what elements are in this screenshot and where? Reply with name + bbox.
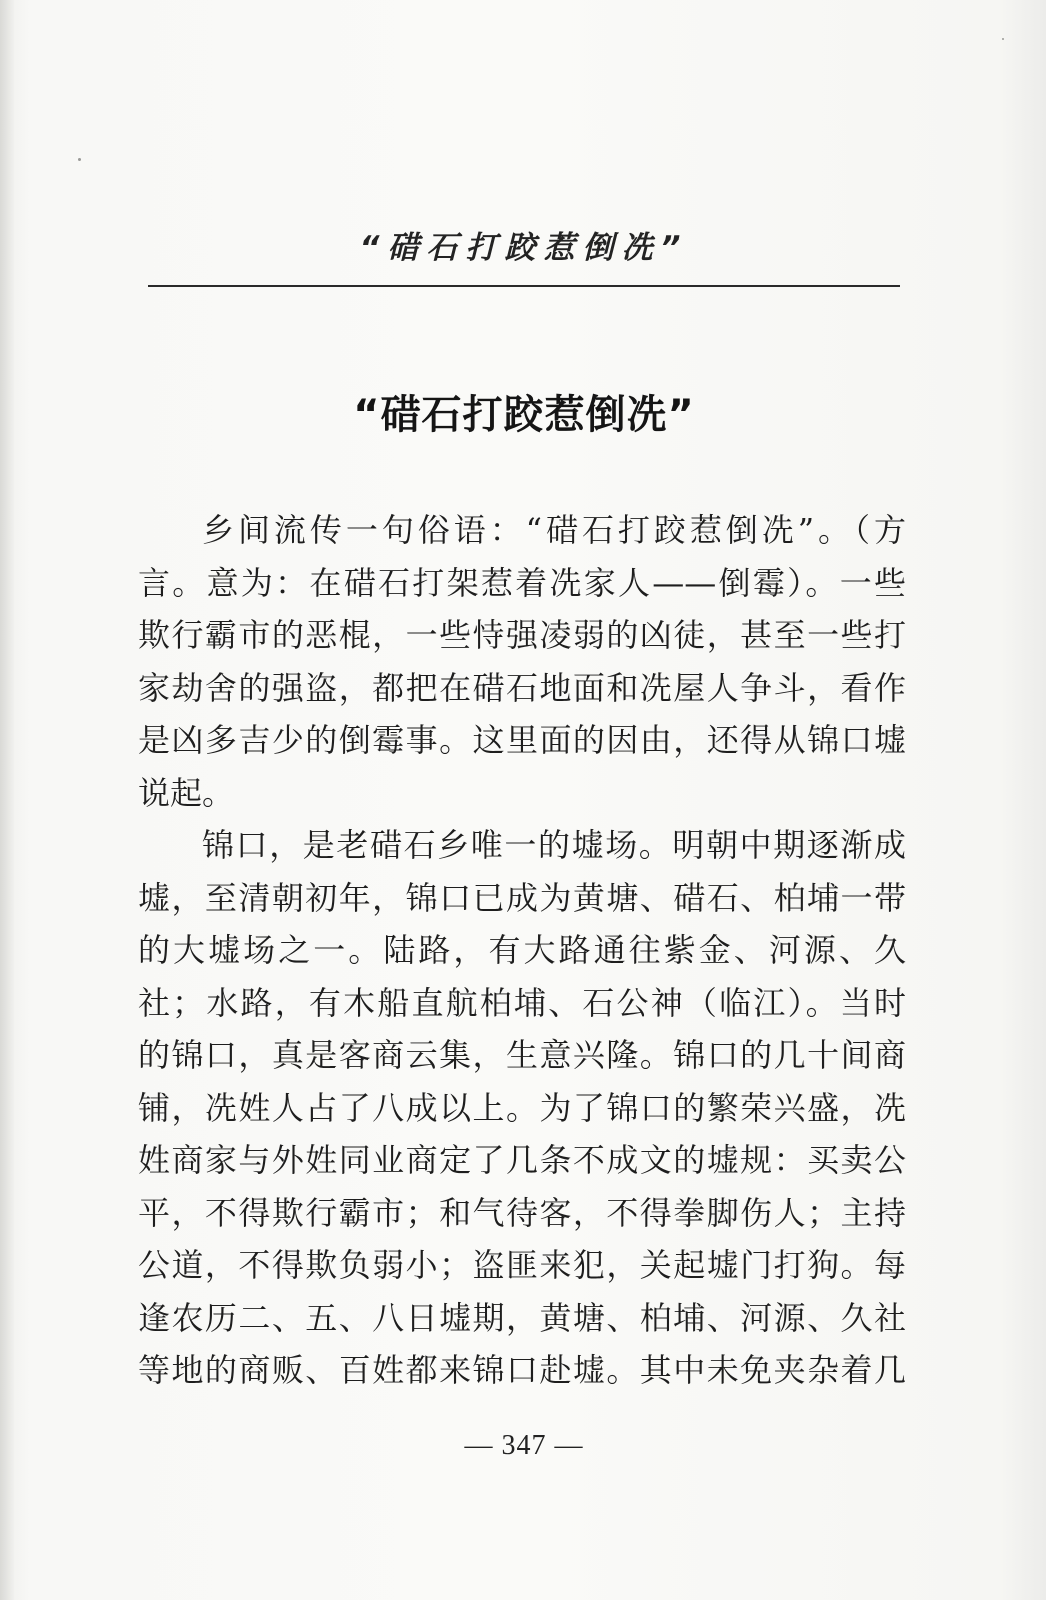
paragraph-2-line-5: 的锦口，真是客商云集，生意兴隆。锦口的几十间商 — [138, 1036, 906, 1074]
paragraph-1-line-4: 家劫舍的强盗，都把在碏石地面和冼屋人争斗，看作 — [138, 668, 906, 707]
running-header: “碏石打跤惹倒冼” — [359, 230, 689, 266]
paragraph-1-line-3: 欺行霸市的恶棍，一些恃强凌弱的凶徒，甚至一些打 — [138, 616, 906, 654]
paper-speck — [78, 158, 81, 161]
paragraph-2-line-3: 的大墟场之一。陆路，有大路通往紫金、河源、久 — [138, 931, 906, 969]
paragraph-1-line-5: 是凶多吉少的倒霉事。这里面的因由，还得从锦口墟 — [138, 721, 906, 759]
paper-speck — [1002, 38, 1004, 40]
header-rule — [148, 285, 900, 287]
page-binding-edge — [0, 0, 14, 1600]
paragraph-2-line-4: 社；水路，有木船直航柏埔、石公神（临江）。当时 — [138, 983, 906, 1022]
chapter-title: “碏石打跤惹倒冼” — [353, 392, 695, 438]
paragraph-2-line-11: 等地的商贩、百姓都来锦口赴墟。其中未免夹杂着几 — [138, 1351, 906, 1389]
body-text — [138, 504, 906, 1397]
paragraph-2-line-2: 墟，至清朝初年，锦口已成为黄塘、碏石、柏埔一带 — [138, 878, 906, 917]
paragraph-2-line-8: 平，不得欺行霸市；和气待客，不得拳脚伤人；主持 — [138, 1193, 906, 1232]
page-number: — 347 — — [464, 1430, 584, 1461]
paragraph-2-line-6: 铺，冼姓人占了八成以上。为了锦口的繁荣兴盛，冼 — [138, 1088, 906, 1127]
paragraph-2-line-1: 锦口，是老碏石乡唯一的墟场。明朝中期逐渐成 — [202, 826, 906, 864]
paragraph-1-line-6: 说起。 — [138, 773, 235, 812]
paragraph-2-line-9: 公道，不得欺负弱小；盗匪来犯，关起墟门打狗。每 — [138, 1246, 906, 1284]
paragraph-1-line-2: 言。意为：在碏石打架惹着冼家人——倒霉）。一些 — [138, 563, 906, 602]
paragraph-2-line-7: 姓商家与外姓同业商定了几条不成文的墟规：买卖公 — [138, 1141, 906, 1179]
paragraph-1-line-1: 乡间流传一句俗语：“碏石打跤惹倒冼”。（方 — [202, 511, 906, 549]
paragraph-2-line-10: 逢农历二、五、八日墟期，黄塘、柏埔、河源、久社 — [138, 1298, 906, 1337]
